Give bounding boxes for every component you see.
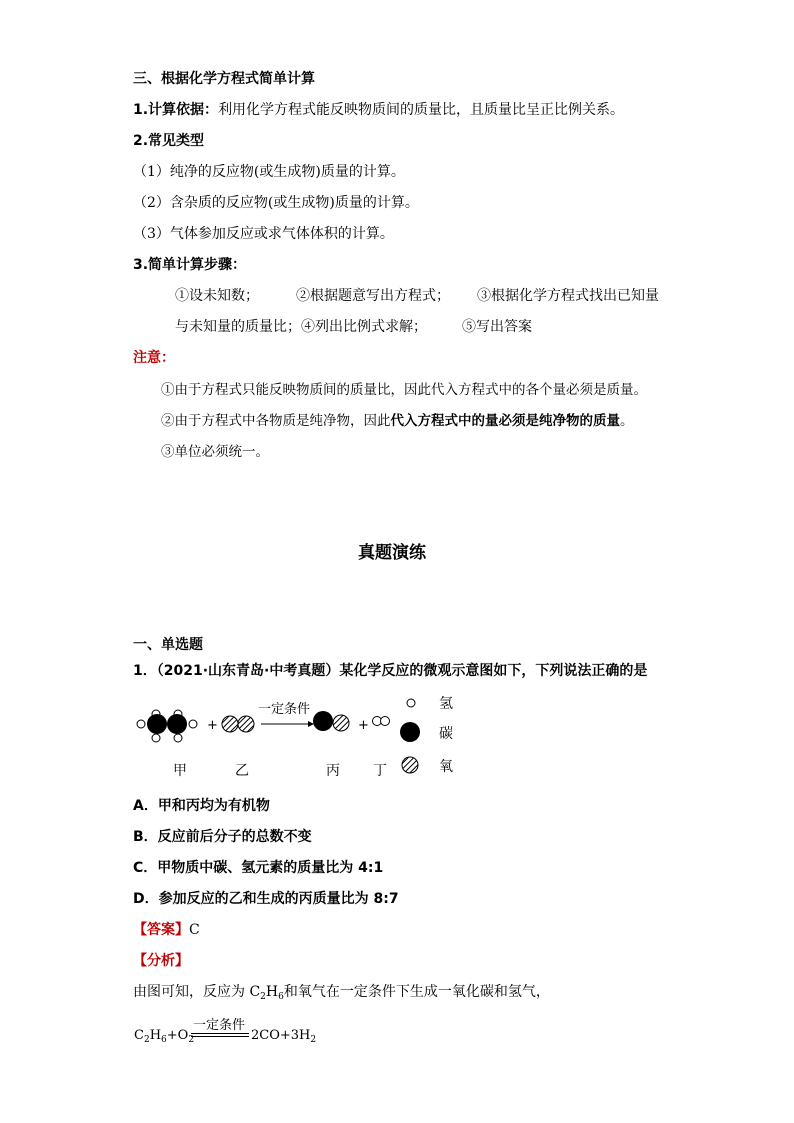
label-yi: 乙 xyxy=(235,763,249,779)
plus-sign-1: + xyxy=(207,718,218,733)
equation-bar-top xyxy=(191,1033,249,1034)
basis-text: 利用化学方程式能反映物质间的质量比，且质量比呈正比例关系。 xyxy=(218,102,625,118)
reaction-diagram xyxy=(130,690,470,785)
option-d: D．参加反应的乙和生成的丙质量比为 8:7 xyxy=(133,891,399,907)
types-label: 2.常见类型 xyxy=(133,133,205,149)
analysis-text-post: 和氧气在一定条件下生成一氧化碳和氢气， xyxy=(283,984,550,1000)
question-stem xyxy=(133,660,647,680)
basis-label: 1.计算依据： xyxy=(133,102,219,118)
step-5: ⑤写出答案 xyxy=(462,319,532,335)
legend-oxygen-icon xyxy=(402,757,418,773)
step-3: ③根据化学方程式找出已知量 xyxy=(477,288,659,304)
type-item-1: （1）纯净的反应物(或生成物)质量的计算。 xyxy=(133,164,405,180)
legend-hydrogen-label: 氢 xyxy=(439,696,453,712)
question-category: 一、单选题 xyxy=(133,637,203,653)
step-3-cont: 与未知量的质量比；④列出比例式求解； xyxy=(175,319,427,335)
note-2-prefix: ②由于方程式中各物质是纯净物，因此 xyxy=(161,413,391,429)
option-c: C．甲物质中碳、氢元素的质量比为 4:1 xyxy=(133,860,384,876)
analysis-text: 由图可知，反应为 $C_2H_6$和氧气在一定条件下生成一氧化碳和氢气， xyxy=(133,984,550,1002)
note-1: ①由于方程式只能反映物质间的质量比，因此代入方程式中的各个量必须是质量。 xyxy=(161,382,647,398)
equation-bar-bottom xyxy=(191,1036,249,1037)
label-bing: 丙 xyxy=(326,763,340,779)
basis-line xyxy=(133,99,624,119)
step-1: ①设未知数； xyxy=(175,288,259,304)
equation-left: $C_2H_6+O_2$ xyxy=(134,1028,195,1045)
step-2: ②根据题意写出方程式； xyxy=(296,288,450,304)
note-2 xyxy=(161,409,634,429)
note-2-suffix: 。 xyxy=(620,413,634,429)
question-source: （2021·山东青岛·中考真题） xyxy=(156,663,340,679)
legend-carbon-label: 碳 xyxy=(439,726,453,742)
label-jia: 甲 xyxy=(173,763,187,779)
equation-right: $2CO+3H_2$ xyxy=(251,1028,317,1045)
molecule-ding xyxy=(373,717,390,726)
equation-condition: 一定条件 xyxy=(193,1018,246,1033)
note-label: 注意： xyxy=(133,350,175,366)
answer-label: 【答案】 xyxy=(133,922,189,938)
note-2-bold: 代入方程式中的量必须是纯净物的质量 xyxy=(390,413,620,429)
steps-label: 3.简单计算步骤： xyxy=(133,257,247,273)
legend-hydrogen-icon xyxy=(407,699,415,707)
type-item-3: （3）气体参加反应或求气体体积的计算。 xyxy=(133,226,394,242)
note-3: ③单位必须统一。 xyxy=(161,444,269,460)
answer-line xyxy=(133,919,200,939)
molecule-yi xyxy=(222,716,254,732)
condition-label: 一定条件 xyxy=(258,702,311,717)
molecule-jia xyxy=(137,710,197,742)
option-a: A．甲和丙均为有机物 xyxy=(133,798,270,814)
legend-carbon-icon xyxy=(400,722,420,742)
molecule-bing xyxy=(313,711,349,731)
section-heading: 三、根据化学方程式简单计算 xyxy=(133,71,315,87)
practice-title: 真题演练 xyxy=(358,543,426,563)
analysis-label: 【分析】 xyxy=(133,953,189,969)
legend-oxygen-label: 氧 xyxy=(439,759,453,775)
label-ding: 丁 xyxy=(373,763,387,779)
analysis-text-pre: 由图可知，反应为 C xyxy=(133,984,261,1000)
answer-value: C xyxy=(189,922,200,938)
question-text: 某化学反应的微观示意图如下，下列说法正确的是 xyxy=(339,663,648,679)
plus-sign-2: + xyxy=(358,718,369,733)
option-b: B．反应前后分子的总数不变 xyxy=(133,829,312,845)
type-item-2: （2）含杂质的反应物(或生成物)质量的计算。 xyxy=(133,195,419,211)
question-number: 1． xyxy=(133,663,157,679)
